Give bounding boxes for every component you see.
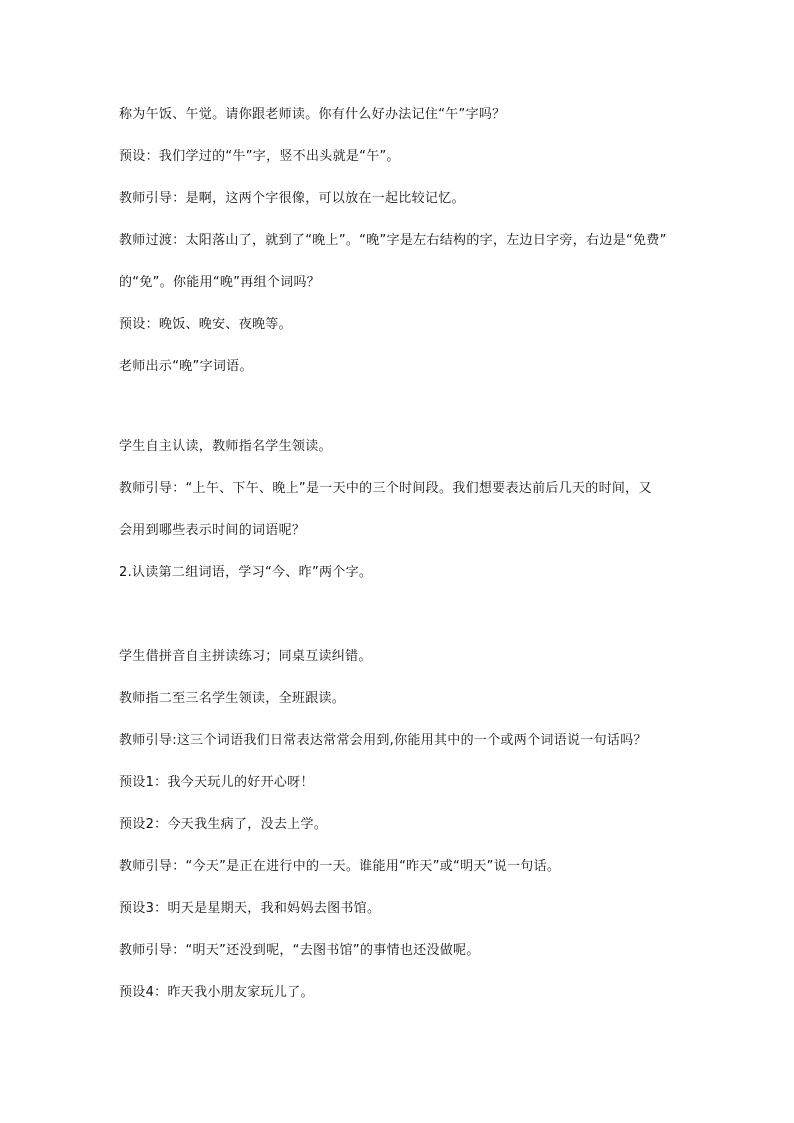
text-line: 2.认读第二组词语，学习“今、昨”两个字。 xyxy=(119,565,373,580)
text-line: 教师引导：是啊，这两个字很像，可以放在一起比较记忆。 xyxy=(119,191,465,206)
text-line: 学生借拼音自主拼读练习；同桌互读纠错。 xyxy=(119,649,372,664)
text-line: 预设1：我今天玩儿的好开心呀！ xyxy=(119,775,314,790)
text-line: 教师过渡：太阳落山了，就到了“晚上”。“晚”字是左右结构的字，左边日字旁，右边是“免费” xyxy=(119,233,667,248)
text-line: 老师出示“晚”字词语。 xyxy=(119,359,253,374)
text-line: 教师指二至三名学生领读，全班跟读。 xyxy=(119,691,346,706)
text-line: 预设：晚饭、晚安、夜晚等。 xyxy=(119,317,292,332)
text-line: 教师引导：“上午、下午、晚上”是一天中的三个时间段。我们想要表达前后几天的时间，又 xyxy=(119,481,652,496)
text-line: 的“免”。你能用“晚”再组个词吗？ xyxy=(119,275,321,290)
text-line: 教师引导：“明天”还没到呢，“去图书馆”的事情也还没做呢。 xyxy=(119,943,480,958)
text-line: 预设2：今天我生病了，没去上学。 xyxy=(119,817,328,832)
text-line: 教师引导:这三个词语我们日常表达常常会用到,你能用其中的一个或两个词语说一句话吗？ xyxy=(119,733,647,748)
text-line: 预设：我们学过的“牛”字，竖不出头就是“午”。 xyxy=(119,149,400,164)
text-line: 预设3：明天是星期天，我和妈妈去图书馆。 xyxy=(119,901,381,916)
text-line: 教师引导：“今天”是正在进行中的一天。谁能用“昨天”或“明天”说一句话。 xyxy=(119,859,561,874)
text-line: 预设4：昨天我小朋友家玩儿了。 xyxy=(119,985,314,1000)
text-line: 学生自主认读，教师指名学生领读。 xyxy=(119,439,332,454)
text-line: 称为午饭、午觉。请你跟老师读。你有什么好办法记住“午”字吗？ xyxy=(119,107,506,122)
text-line: 会用到哪些表示时间的词语呢？ xyxy=(119,523,306,538)
